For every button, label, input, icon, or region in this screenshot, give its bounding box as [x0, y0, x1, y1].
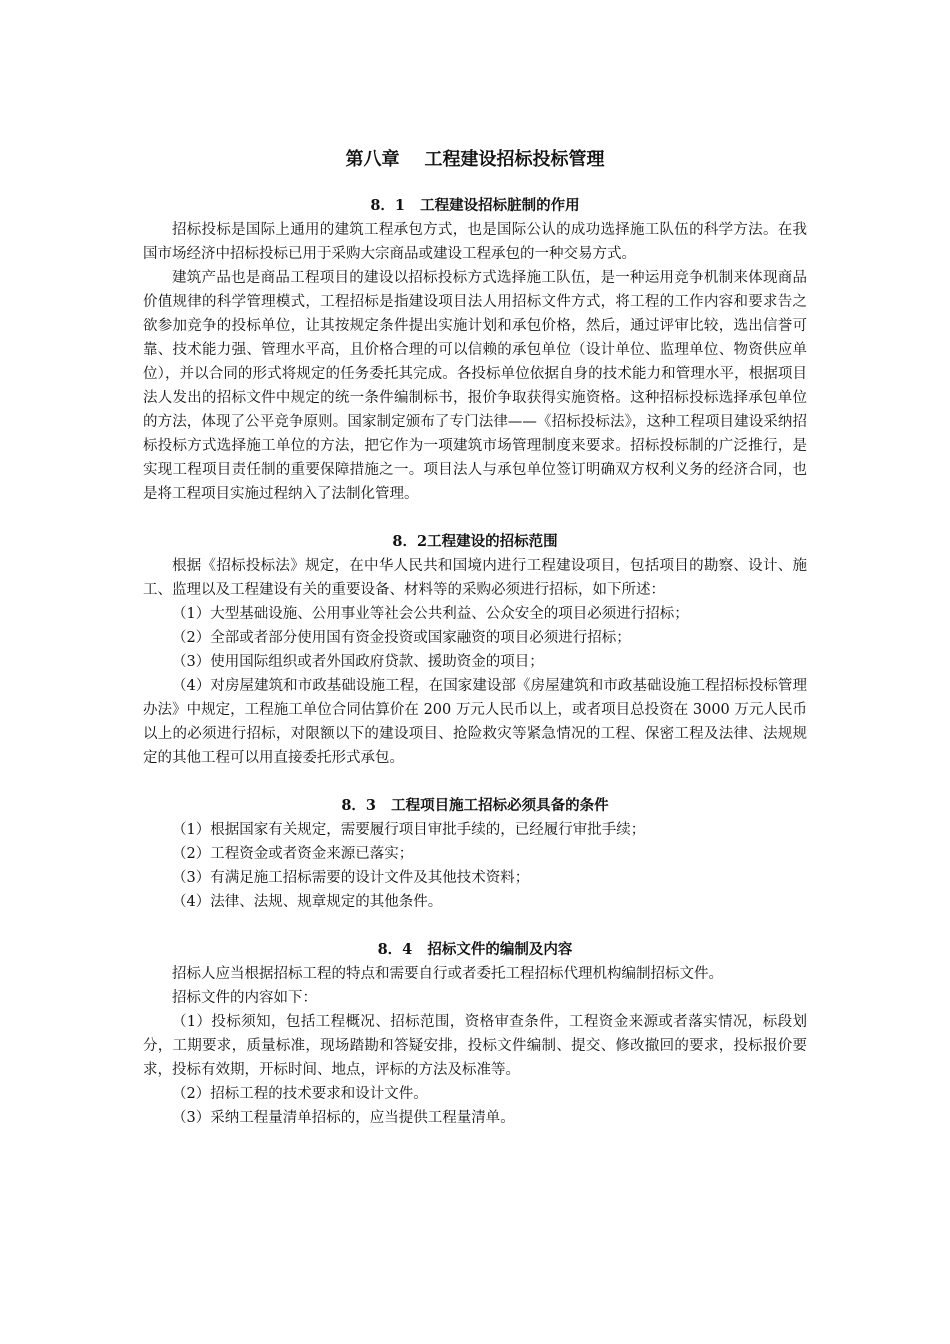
- section-spacer: [143, 770, 807, 794]
- section-8-3: [143, 794, 807, 914]
- section-title: 8．4 招标文件的编制及内容: [377, 941, 573, 958]
- list-item: （3）使用国际组织或者外国政府贷款、援助资金的项目；: [172, 654, 544, 670]
- list-item: （3）采纳工程量清单招标的，应当提供工程量清单。: [172, 1110, 515, 1126]
- list-item: （1）大型基础设施、公用事业等社会公共利益、公众安全的项目必须进行招标；: [172, 606, 689, 622]
- section-title: 8．1 工程建设招标脏制的作用: [370, 197, 580, 214]
- list-item: （1）根据国家有关规定，需要履行项目审批手续的，已经履行审批手续；: [172, 822, 646, 838]
- section-8-2: [143, 530, 807, 770]
- list-item: （2）招标工程的技术要求和设计文件。: [172, 1086, 428, 1102]
- section-title: 8．2工程建设的招标范围: [392, 533, 558, 550]
- list-item: （1）投标须知，包括工程概况、招标范围，资格审查条件，工程资金来源或者落实情况，标段划分，工期要求，质量标准，现场踏勘和答疑安排，投标文件编制、提交、修改撤回的要求，投标报价要求，投标有效期，开标时间、地点，评标的方法及标准等。: [143, 1014, 807, 1078]
- chapter-title: 第八章 工程建设招标投标管理: [345, 149, 605, 170]
- paragraph: 招标文件的内容如下：: [172, 990, 317, 1006]
- section-spacer: [143, 506, 807, 530]
- paragraph: 建筑产品也是商品工程项目的建设以招标投标方式选择施工队伍，是一种运用竞争机制来体现商品价值规律的科学管理模式，工程招标是指建设项目法人用招标文件方式，将工程的工作内容和要求告之欲参加竞争的投标单位，让其按规定条件提出实施计划和承包价格，然后，通过评审比较，选出信誉可靠、技术能力强、管理水平高，且价格合理的可以信赖的承包单位（设计单位、监理单位、物资供应单位），并以合同的形式将规定的任务委托其完成。各投标单位依据自身的技术能力和管理水平，根据项目法人发出的招标文件中规定的统一条件编制标书，报价争取获得实施资格。这种招标投标选择承包单位的方法，体现了公平竞争原则。国家制定颁布了专门法律——《招标投标法》，这种工程项目建设采纳招标投标方式选择施工单位的方法，把它作为一项建筑市场管理制度来要求。招标投标制的广泛推行，是实现工程项目责任制的重要保障措施之一。项目法人与承包单位签订明确双方权利义务的经济合同，也是将工程项目实施过程纳入了法制化管理。: [143, 270, 807, 502]
- list-item: （2）工程资金或者资金来源已落实；: [172, 846, 414, 862]
- list-item: （2）全部或者部分使用国有资金投资或国家融资的项目必须进行招标；: [172, 630, 631, 646]
- paragraph: 根据《招标投标法》规定，在中华人民共和国境内进行工程建设项目，包括项目的勘察、设计、施工、监理以及工程建设有关的重要设备、材料等的采购必须进行招标，如下所述：: [143, 558, 807, 598]
- list-item: （3）有满足施工招标需要的设计文件及其他技术资料；: [172, 870, 530, 886]
- paragraph: 招标人应当根据招标工程的特点和需要自行或者委托工程招标代理机构编制招标文件。: [172, 966, 723, 982]
- document-page: [143, 146, 807, 1130]
- section-title: 8．3 工程项目施工招标必须具备的条件: [341, 797, 609, 814]
- section-spacer: [143, 914, 807, 938]
- list-item: （4）法律、法规、规章规定的其他条件。: [172, 894, 443, 910]
- section-8-4: [143, 938, 807, 1130]
- section-8-1: [143, 194, 807, 506]
- paragraph: 招标投标是国际上通用的建筑工程承包方式，也是国际公认的成功选择施工队伍的科学方法。在我国市场经济中招标投标已用于采购大宗商品或建设工程承包的一种交易方式。: [143, 222, 807, 262]
- list-item: （4）对房屋建筑和市政基础设施工程，在国家建设部《房屋建筑和市政基础设施工程招标投标管理办法》中规定，工程施工单位合同估算价在 200 万元人民币以上，或者项目总投资在 3000 万元人民币以上的必须进行招标，对限额以下的建设项目、抢险救灾等紧急情况的工程、保密工程及法律、法规规定的其他工程可以用直接委托形式承包。: [143, 678, 807, 766]
